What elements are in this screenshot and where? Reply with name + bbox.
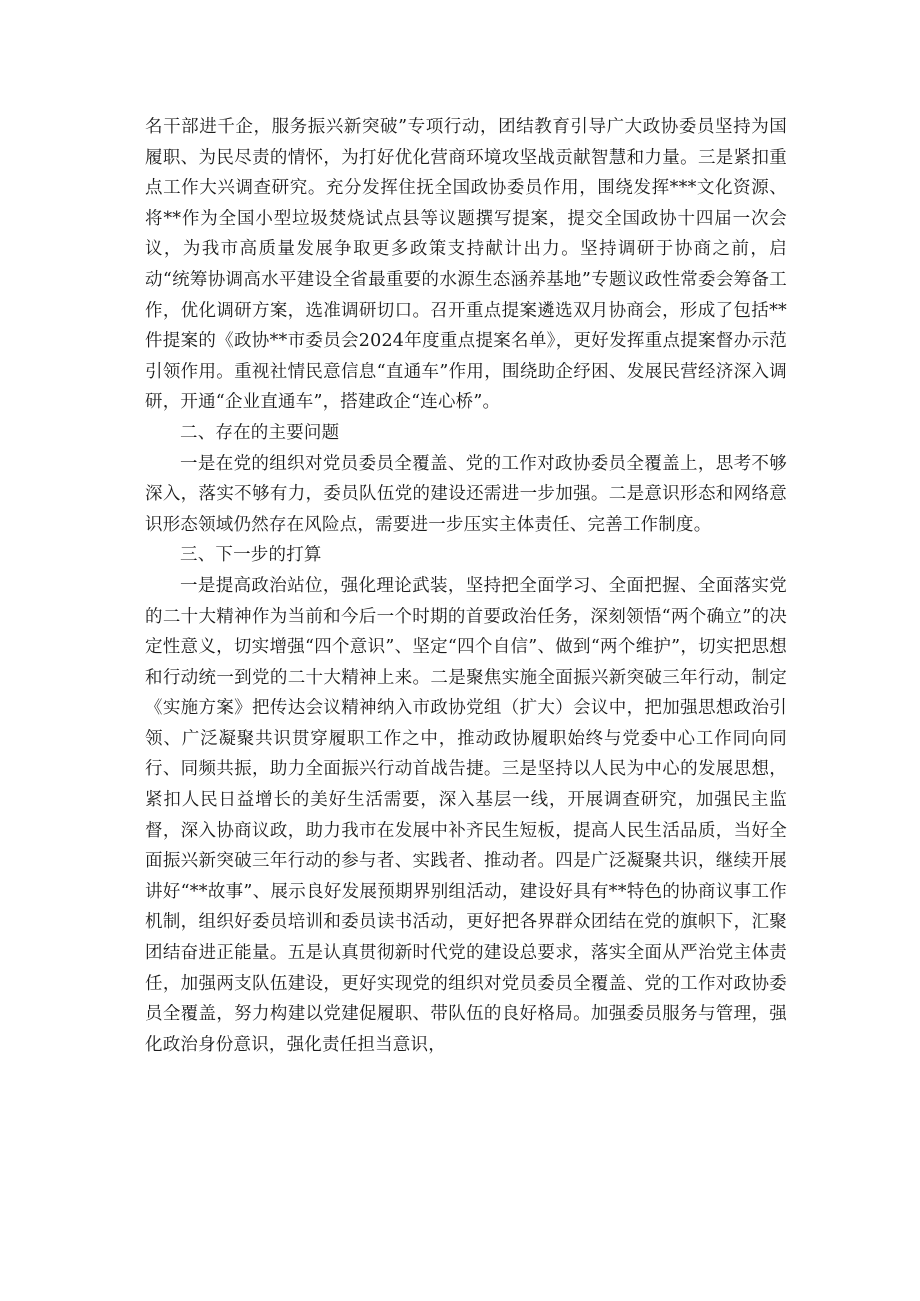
paragraph-problems: 一是在党的组织对党员委员全覆盖、党的工作对政协委员全覆盖上，思考不够深入，落实不够有力，委员队伍党的建设还需进一步加强。二是意识形态和网络意识形态领域仍然存在风险点，需要进一步压实主体责任、完善工作制度。 xyxy=(145,453,787,535)
paragraph-next-steps: 一是提高政治站位，强化理论武装，坚持把全面学习、全面把握、全面落实党的二十大精神作为当前和今后一个时期的首要政治任务，深刻领悟“两个确立”的决定性意义，切实增强“四个意识”、坚定“四个自信”、做到“两个维护”，切实把思想和行动统一到党的二十大精神上来。二是聚焦实施全面振兴新突破三年行动，制定《实施方案》把传达会议精神纳入市政协党组（扩大）会议中，把加强思想政治引领、广泛凝聚共识贯穿履职工作之中，推动政协履职始终与党委中心工作同向同行、同频共振，助力全面振兴行动首战告捷。三是坚持以人民为中心的发展思想，紧扣人民日益增长的美好生活需要，深入基层一线，开展调查研究，加强民主监督，深入协商议政，助力我市在发展中补齐民生短板，提高人民生活品质，当好全面振兴新突破三年行动的参与者、实践者、推动者。四是广泛凝聚共识，继续开展讲好“**故事”、展示良好发展预期界别组活动，建设好具有**特色的协商议事工作机制，组织好委员培训和委员读书活动，更好把各界群众团结在党的旗帜下，汇聚团结奋进正能量。五是认真贯彻新时代党的建设总要求，落实全面从严治党主体责任，加强两支队伍建设，更好实现党的组织对党员委员全覆盖、党的工作对政协委员全覆盖，努力构建以党建促履职、带队伍的良好格局。加强委员服务与管理，强化政治身份意识，强化责任担当意识， xyxy=(145,575,787,1055)
section-heading-problems: 二、存在的主要问题 xyxy=(180,422,340,443)
section-heading-next-steps: 三、下一步的打算 xyxy=(180,545,322,566)
paragraph-continuation: 名干部进千企，服务振兴新突破”专项行动，团结教育引导广大政协委员坚持为国履职、为民尽责的情怀，为打好优化营商环境攻坚战贡献智慧和力量。三是紧扣重点工作大兴调查研究。充分发挥住抚全国政协委员作用，围绕发挥***文化资源、将**作为全国小型垃圾焚烧试点县等议题撰写提案，提交全国政协十四届一次会议，为我市高质量发展争取更多政策支持献计出力。坚持调研于协商之前，启动“统筹协调高水平建设全省最重要的水源生态涵养基地”专题议政性常委会筹备工作，优化调研方案，选准调研切口。召开重点提案遴选双月协商会，形成了包括**件提案的《政协**市委员会2024年度重点提案名单》，更好发挥重点提案督办示范引领作用。重视社情民意信息“直通车”作用，围绕助企纾困、发展民营经济深入调研，开通“企业直通车”，搭建政企“连心桥”。 xyxy=(145,117,787,413)
document-body xyxy=(145,112,787,1060)
